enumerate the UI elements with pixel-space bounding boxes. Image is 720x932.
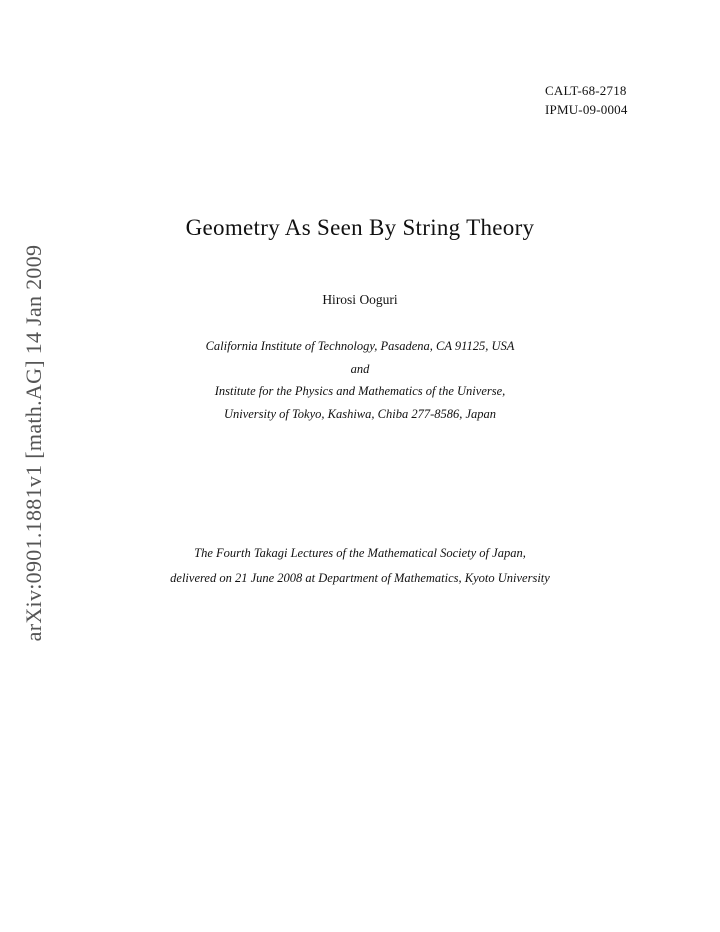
report-number-ipmu: IPMU-09-0004 <box>545 102 628 117</box>
affiliation-and: and <box>350 361 370 376</box>
affiliation-ipmu: Institute for the Physics and Mathematics of the Universe, <box>214 384 506 398</box>
arxiv-identifier-stamp: arXiv:0901.1881v1 [math.AG] 14 Jan 2009 <box>21 244 46 642</box>
report-number-calt: CALT-68-2718 <box>545 83 627 98</box>
lecture-note-line-1: The Fourth Takagi Lectures of the Mathematical Society of Japan, <box>194 546 526 560</box>
affiliations <box>100 335 620 425</box>
author-name: Hirosi Ooguri <box>322 292 398 307</box>
affiliation-caltech: California Institute of Technology, Pasadena, CA 91125, USA <box>205 339 515 353</box>
lecture-note <box>60 541 660 591</box>
paper-title: Geometry As Seen By String Theory <box>185 215 535 240</box>
report-numbers <box>545 81 628 119</box>
affiliation-tokyo: University of Tokyo, Kashiwa, Chiba 277-8586, Japan <box>223 406 497 421</box>
lecture-note-line-2: delivered on 21 June 2008 at Department of Mathematics, Kyoto University <box>170 571 550 585</box>
